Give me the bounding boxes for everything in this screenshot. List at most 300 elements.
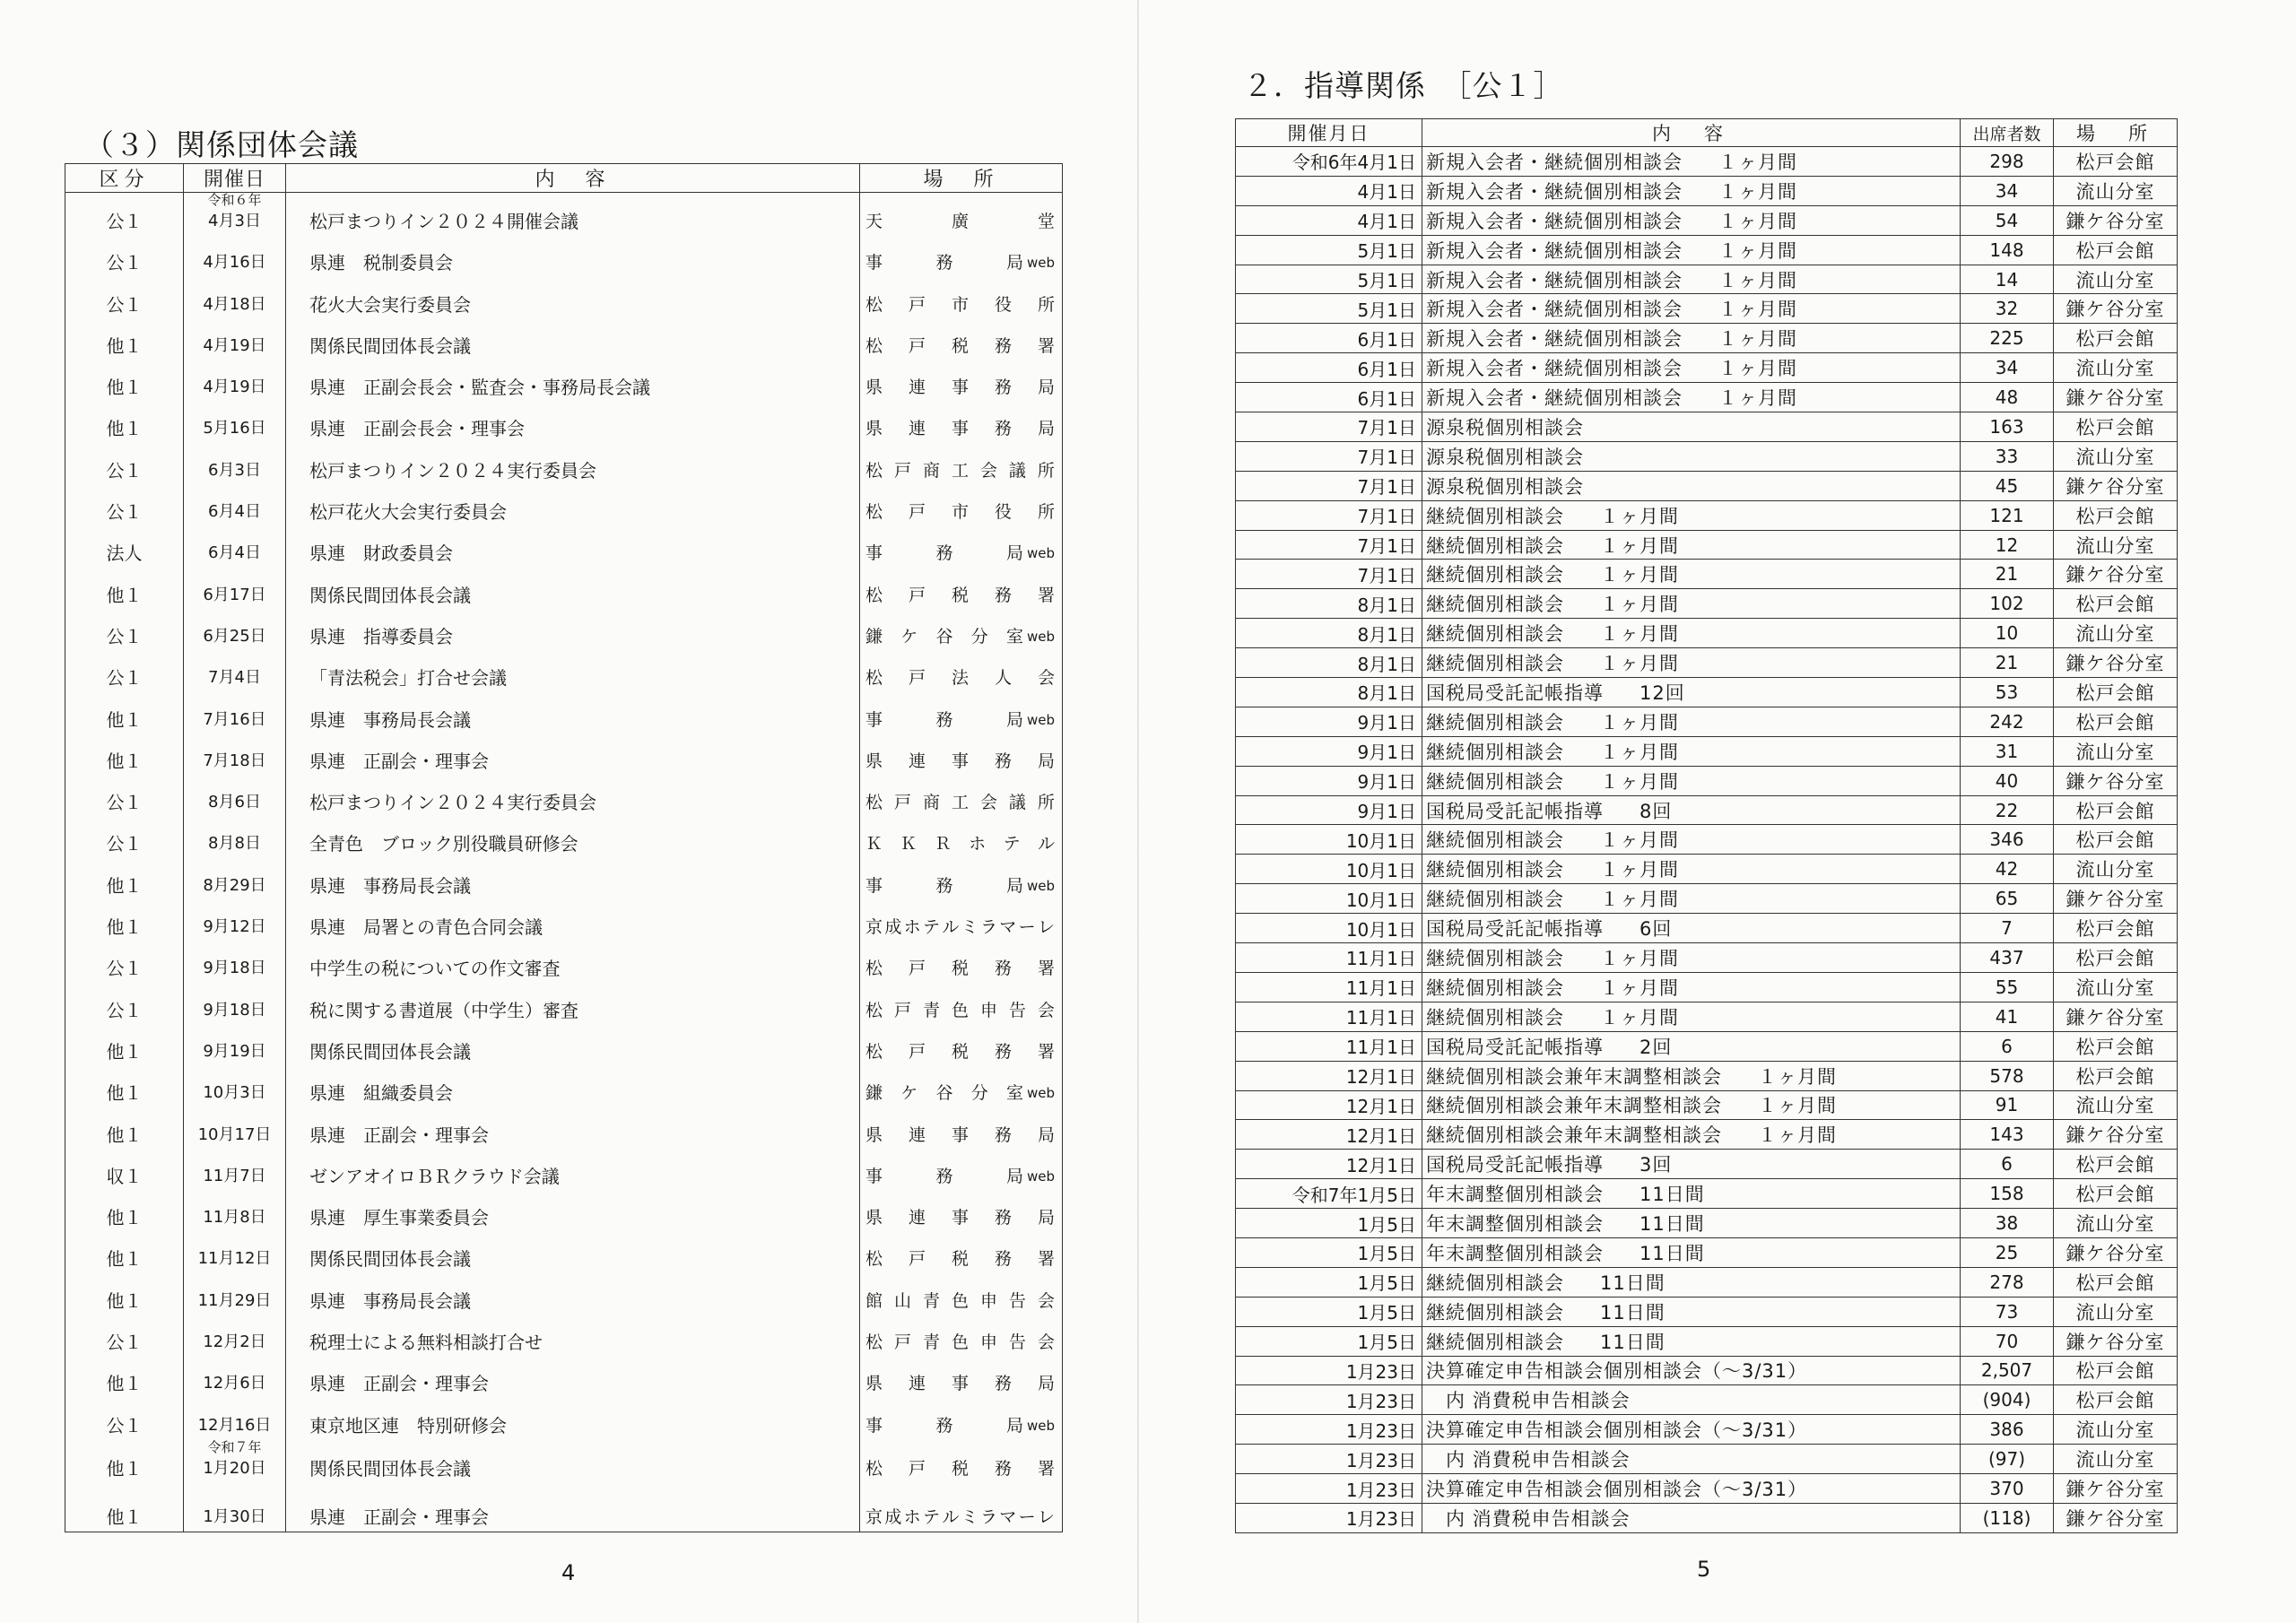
guidance-table bbox=[1235, 118, 2178, 1533]
row-period: １ヶ月間 bbox=[1758, 1095, 1837, 1117]
table-row bbox=[1236, 914, 2178, 943]
row-content-text: 決算確定申告相談会個別相談会（～3/31） bbox=[1426, 1360, 1808, 1383]
row-date: 5月1日 bbox=[1236, 265, 1422, 294]
row-place-web: web bbox=[1026, 1417, 1055, 1434]
row-place: 鎌ケ谷分室 bbox=[2054, 648, 2178, 678]
row-content-text: 継続個別相談会 bbox=[1426, 829, 1564, 852]
row-content: 県連 厚生事業委員会 bbox=[286, 1191, 860, 1232]
row-date-text: 1月30日 bbox=[203, 1506, 266, 1526]
row-date: 12月1日 bbox=[1236, 1090, 1422, 1120]
table-row bbox=[65, 1025, 1063, 1066]
row-content bbox=[1422, 678, 1961, 707]
row-count: 21 bbox=[1961, 648, 2054, 678]
row-place-wrap bbox=[865, 1126, 1055, 1144]
row-period: 12回 bbox=[1639, 681, 1685, 704]
row-place-text: 松 戸 市 役 所 bbox=[865, 294, 1055, 315]
row-count: (97) bbox=[1961, 1445, 2054, 1474]
table-row bbox=[1236, 235, 2178, 265]
row-kubun: 他１ bbox=[65, 1232, 184, 1273]
row-place bbox=[860, 1483, 1063, 1532]
table-row bbox=[1236, 1503, 2178, 1532]
row-content-text: 継続個別相談会 bbox=[1426, 741, 1564, 763]
row-place-wrap bbox=[865, 877, 1055, 895]
row-content-text: 継続個別相談会 bbox=[1426, 534, 1564, 557]
row-date-text: 6月4日 bbox=[208, 543, 261, 563]
row-content: 県連 事務局長会議 bbox=[286, 1273, 860, 1315]
row-period: 11日間 bbox=[1639, 1184, 1705, 1206]
row-period: １ヶ月間 bbox=[1718, 180, 1797, 203]
row-date: 7月1日 bbox=[1236, 471, 1422, 500]
row-date bbox=[184, 319, 286, 360]
header-content: 内 容 bbox=[1422, 119, 1961, 147]
row-place bbox=[860, 1066, 1063, 1107]
row-date-text: 9月12日 bbox=[203, 917, 266, 937]
row-place bbox=[860, 942, 1063, 983]
row-place: 鎌ケ谷分室 bbox=[2054, 884, 2178, 914]
row-place-text: 松 戸 商 工 会 議 所 bbox=[865, 793, 1055, 813]
page-number-right: 5 bbox=[1697, 1557, 1711, 1582]
row-place: 松戸会館 bbox=[2054, 235, 2178, 265]
row-place: 流山分室 bbox=[2054, 1415, 2178, 1445]
row-place: 松戸会館 bbox=[2054, 589, 2178, 619]
row-kubun: 公１ bbox=[65, 485, 184, 526]
row-place-wrap bbox=[865, 628, 1055, 646]
row-place-wrap bbox=[865, 752, 1055, 770]
row-kubun: 公１ bbox=[65, 1398, 184, 1439]
row-place bbox=[860, 983, 1063, 1024]
table-row bbox=[1236, 678, 2178, 707]
table-row bbox=[1236, 972, 2178, 1002]
row-place: 松戸会館 bbox=[2054, 1031, 2178, 1061]
table-row bbox=[65, 1315, 1063, 1357]
row-date-text: 11月7日 bbox=[203, 1166, 266, 1185]
table-row bbox=[65, 1232, 1063, 1273]
row-count: 6 bbox=[1961, 1150, 2054, 1179]
row-content-text: 源泉税個別相談会 bbox=[1426, 446, 1584, 468]
row-kubun: 公１ bbox=[65, 1315, 184, 1357]
row-content bbox=[1422, 1415, 1961, 1445]
row-count: 386 bbox=[1961, 1415, 2054, 1445]
row-place-text: 松 戸 税 務 署 bbox=[865, 335, 1055, 356]
row-place: 流山分室 bbox=[2054, 353, 2178, 383]
row-period: 11日間 bbox=[1639, 1213, 1705, 1235]
table-row bbox=[65, 983, 1063, 1024]
row-content bbox=[1422, 147, 1961, 177]
row-count: 33 bbox=[1961, 441, 2054, 471]
row-place-text: 松 戸 税 務 署 bbox=[865, 585, 1055, 605]
row-period: １ヶ月間 bbox=[1600, 564, 1679, 586]
row-date-text: 12月2日 bbox=[203, 1332, 266, 1352]
table-row bbox=[1236, 324, 2178, 353]
row-content: 県連 事務局長会議 bbox=[286, 692, 860, 733]
row-place bbox=[860, 1398, 1063, 1439]
row-count: 25 bbox=[1961, 1237, 2054, 1267]
row-place: 流山分室 bbox=[2054, 855, 2178, 884]
row-date bbox=[184, 193, 286, 237]
row-content bbox=[1422, 441, 1961, 471]
row-place bbox=[860, 692, 1063, 733]
row-place: 松戸会館 bbox=[2054, 795, 2178, 825]
row-date: 10月1日 bbox=[1236, 855, 1422, 884]
header-place: 場 所 bbox=[860, 164, 1063, 193]
table-row bbox=[1236, 471, 2178, 500]
row-content bbox=[1422, 1090, 1961, 1120]
row-date: 4月1日 bbox=[1236, 205, 1422, 235]
table-row bbox=[65, 858, 1063, 899]
row-period: １ヶ月間 bbox=[1718, 299, 1797, 321]
row-place-text: 事 務 局 bbox=[865, 709, 1023, 730]
row-date bbox=[184, 1483, 286, 1532]
row-place: 松戸会館 bbox=[2054, 1061, 2178, 1090]
row-count: 278 bbox=[1961, 1267, 2054, 1297]
related-meetings-table bbox=[65, 163, 1063, 1532]
row-content-text: 新規入会者・継続個別相談会 bbox=[1426, 358, 1683, 380]
row-date bbox=[184, 1273, 286, 1315]
table-row bbox=[1236, 500, 2178, 530]
row-count: 73 bbox=[1961, 1297, 2054, 1326]
row-place-text: 事 務 局 bbox=[865, 875, 1023, 896]
table-row bbox=[1236, 589, 2178, 619]
row-content bbox=[1422, 294, 1961, 324]
row-date-text: 8月29日 bbox=[203, 875, 266, 895]
row-content bbox=[1422, 1503, 1961, 1532]
row-content bbox=[1422, 353, 1961, 383]
row-date: 12月1日 bbox=[1236, 1120, 1422, 1150]
row-count: 12 bbox=[1961, 530, 2054, 560]
row-period: １ヶ月間 bbox=[1758, 1065, 1837, 1088]
row-date bbox=[184, 526, 286, 568]
row-place-wrap bbox=[865, 544, 1055, 562]
row-kubun: 他１ bbox=[65, 319, 184, 360]
row-content-text: 年末調整個別相談会 bbox=[1426, 1184, 1604, 1206]
row-content bbox=[1422, 1297, 1961, 1326]
row-content bbox=[1422, 1150, 1961, 1179]
row-content: 全青色 ブロック別役職員研修会 bbox=[286, 817, 860, 858]
row-content-text: 内 消費税申告相談会 bbox=[1426, 1449, 1631, 1471]
row-place: 鎌ケ谷分室 bbox=[2054, 294, 2178, 324]
table-row bbox=[1236, 795, 2178, 825]
row-date-text: 9月18日 bbox=[203, 1000, 266, 1020]
row-place: 松戸会館 bbox=[2054, 914, 2178, 943]
row-content-text: 継続個別相談会 bbox=[1426, 1301, 1564, 1324]
table-row bbox=[1236, 619, 2178, 648]
table-row bbox=[65, 319, 1063, 360]
row-date-text: 8月6日 bbox=[208, 793, 261, 812]
row-content bbox=[1422, 619, 1961, 648]
table-row bbox=[65, 1398, 1063, 1439]
table-row bbox=[1236, 707, 2178, 736]
row-content bbox=[1422, 736, 1961, 766]
row-kubun: 公１ bbox=[65, 942, 184, 983]
row-place-wrap bbox=[865, 711, 1055, 729]
row-place: 流山分室 bbox=[2054, 1445, 2178, 1474]
row-place-text: 松 戸 商 工 会 議 所 bbox=[865, 460, 1055, 481]
row-content-text: 新規入会者・継続個別相談会 bbox=[1426, 239, 1683, 262]
row-content-text: 継続個別相談会 bbox=[1426, 859, 1564, 881]
row-place-wrap bbox=[865, 1417, 1055, 1435]
row-date bbox=[184, 1357, 286, 1398]
row-count: 22 bbox=[1961, 795, 2054, 825]
row-content-text: 継続個別相談会 bbox=[1426, 505, 1564, 527]
row-count: 121 bbox=[1961, 500, 2054, 530]
row-content-text: 継続個別相談会兼年末調整相談会 bbox=[1426, 1095, 1722, 1117]
row-count: 2,507 bbox=[1961, 1356, 2054, 1385]
row-content bbox=[1422, 1267, 1961, 1297]
row-content bbox=[1422, 471, 1961, 500]
table-row bbox=[1236, 1209, 2178, 1238]
row-period: １ヶ月間 bbox=[1758, 1124, 1837, 1147]
row-place bbox=[860, 1232, 1063, 1273]
row-content-text: 決算確定申告相談会個別相談会（～3/31） bbox=[1426, 1419, 1808, 1442]
row-place-wrap bbox=[865, 296, 1055, 314]
row-date bbox=[184, 1025, 286, 1066]
row-count: 346 bbox=[1961, 825, 2054, 855]
table-row bbox=[1236, 205, 2178, 235]
row-date-text: 6月17日 bbox=[203, 585, 266, 604]
row-date: 1月23日 bbox=[1236, 1474, 1422, 1504]
row-place bbox=[860, 360, 1063, 402]
row-place-wrap bbox=[865, 1002, 1055, 1020]
row-place: 松戸会館 bbox=[2054, 412, 2178, 442]
row-content-text: 新規入会者・継続個別相談会 bbox=[1426, 151, 1683, 173]
row-content-text: 継続個別相談会 bbox=[1426, 623, 1564, 646]
row-content bbox=[1422, 412, 1961, 442]
row-place: 鎌ケ谷分室 bbox=[2054, 1503, 2178, 1532]
row-content-text: 国税局受託記帳指導 bbox=[1426, 918, 1604, 941]
row-content bbox=[1422, 1031, 1961, 1061]
row-place-wrap bbox=[865, 835, 1055, 853]
row-place bbox=[860, 236, 1063, 277]
table-row bbox=[1236, 1120, 2178, 1150]
row-content bbox=[1422, 1002, 1961, 1031]
row-content-text: 新規入会者・継続個別相談会 bbox=[1426, 210, 1683, 232]
table-row bbox=[1236, 560, 2178, 589]
row-period: １ヶ月間 bbox=[1600, 976, 1679, 999]
row-period: １ヶ月間 bbox=[1718, 387, 1797, 410]
row-date-text: 4月19日 bbox=[203, 335, 266, 355]
row-place-web: web bbox=[1026, 1085, 1055, 1102]
row-date: 9月1日 bbox=[1236, 707, 1422, 736]
row-place bbox=[860, 610, 1063, 651]
row-date: 1月5日 bbox=[1236, 1267, 1422, 1297]
row-place-text: 県 連 事 務 局 bbox=[865, 378, 1055, 398]
row-period: １ヶ月間 bbox=[1600, 711, 1679, 733]
row-count: 225 bbox=[1961, 324, 2054, 353]
row-place-wrap bbox=[865, 337, 1055, 355]
row-date bbox=[184, 610, 286, 651]
row-place bbox=[860, 443, 1063, 484]
row-place bbox=[860, 1440, 1063, 1483]
row-date bbox=[184, 402, 286, 443]
table-row bbox=[65, 402, 1063, 443]
row-date: 7月1日 bbox=[1236, 441, 1422, 471]
row-kubun: 他１ bbox=[65, 858, 184, 899]
row-period: １ヶ月間 bbox=[1600, 859, 1679, 881]
header-date: 開催月日 bbox=[1236, 119, 1422, 147]
row-period: １ヶ月間 bbox=[1600, 741, 1679, 763]
row-place-text: 天 廣 堂 bbox=[865, 212, 1055, 231]
row-place-text: 鎌 ケ 谷 分 室 bbox=[865, 1083, 1023, 1104]
row-date: 10月1日 bbox=[1236, 884, 1422, 914]
row-date: 7月1日 bbox=[1236, 530, 1422, 560]
row-place: 鎌ケ谷分室 bbox=[2054, 1237, 2178, 1267]
row-count: 242 bbox=[1961, 707, 2054, 736]
row-content: 県連 正副会長会・理事会 bbox=[286, 402, 860, 443]
row-date bbox=[184, 485, 286, 526]
row-content: 中学生の税についての作文審査 bbox=[286, 942, 860, 983]
table-row bbox=[1236, 943, 2178, 973]
row-place-web: web bbox=[1026, 1167, 1055, 1185]
row-content bbox=[1422, 265, 1961, 294]
row-period: 11日間 bbox=[1600, 1301, 1665, 1324]
row-period: １ヶ月間 bbox=[1718, 151, 1797, 173]
row-place-wrap bbox=[865, 420, 1055, 438]
row-date-text: 5月16日 bbox=[203, 419, 266, 438]
row-date-text: 4月3日 bbox=[208, 212, 261, 230]
row-content-text: 国税局受託記帳指導 bbox=[1426, 800, 1604, 822]
row-content: 県連 税制委員会 bbox=[286, 236, 860, 277]
row-place-wrap bbox=[865, 1375, 1055, 1393]
row-place bbox=[860, 1273, 1063, 1315]
row-kubun: 他１ bbox=[65, 402, 184, 443]
row-date bbox=[184, 817, 286, 858]
header-date: 開催日 bbox=[184, 164, 286, 193]
table-row bbox=[1236, 855, 2178, 884]
row-place-wrap bbox=[865, 503, 1055, 521]
table-row bbox=[65, 1440, 1063, 1483]
row-period: １ヶ月間 bbox=[1600, 829, 1679, 852]
row-place-text: 松 戸 市 役 所 bbox=[865, 502, 1055, 523]
row-date: 10月1日 bbox=[1236, 825, 1422, 855]
row-content bbox=[1422, 176, 1961, 205]
row-place-wrap bbox=[865, 669, 1055, 687]
row-place-text: 松 戸 税 務 署 bbox=[865, 959, 1055, 979]
row-date bbox=[184, 1232, 286, 1273]
row-period: １ヶ月間 bbox=[1718, 239, 1797, 262]
row-kubun: 公１ bbox=[65, 236, 184, 277]
row-kubun: 他１ bbox=[65, 692, 184, 733]
row-date-text: 12月6日 bbox=[203, 1374, 266, 1393]
table-row bbox=[65, 277, 1063, 318]
row-date: 7月1日 bbox=[1236, 500, 1422, 530]
row-date: 8月1日 bbox=[1236, 619, 1422, 648]
row-place-wrap bbox=[865, 1292, 1055, 1310]
row-era: 令和６年 bbox=[207, 192, 262, 208]
row-count: 6 bbox=[1961, 1031, 2054, 1061]
row-place bbox=[860, 1150, 1063, 1191]
row-date: 9月1日 bbox=[1236, 795, 1422, 825]
row-place: 流山分室 bbox=[2054, 441, 2178, 471]
row-date bbox=[184, 277, 286, 318]
row-kubun: 他１ bbox=[65, 1191, 184, 1232]
row-count: 14 bbox=[1961, 265, 2054, 294]
row-period: １ヶ月間 bbox=[1600, 770, 1679, 793]
row-period: １ヶ月間 bbox=[1600, 534, 1679, 557]
row-count: 578 bbox=[1961, 1061, 2054, 1090]
row-period: １ヶ月間 bbox=[1600, 623, 1679, 646]
left-page bbox=[0, 0, 1139, 1623]
row-place-web: web bbox=[1026, 711, 1055, 728]
row-kubun: 公１ bbox=[65, 610, 184, 651]
row-place bbox=[860, 1315, 1063, 1357]
row-place bbox=[860, 776, 1063, 817]
row-content bbox=[1422, 1120, 1961, 1150]
row-date: 5月1日 bbox=[1236, 235, 1422, 265]
table-row bbox=[1236, 412, 2178, 442]
table-row bbox=[65, 610, 1063, 651]
table-row bbox=[1236, 1150, 2178, 1179]
row-content-text: 継続個別相談会 bbox=[1426, 594, 1564, 616]
row-content: 東京地区連 特別研修会 bbox=[286, 1398, 860, 1439]
row-place-wrap bbox=[865, 1508, 1055, 1526]
row-place bbox=[860, 734, 1063, 776]
row-date: 7月1日 bbox=[1236, 560, 1422, 589]
row-content bbox=[1422, 648, 1961, 678]
row-date-text: 4月19日 bbox=[203, 378, 266, 397]
row-place: 鎌ケ谷分室 bbox=[2054, 1326, 2178, 1356]
row-kubun: 他１ bbox=[65, 1357, 184, 1398]
row-place: 鎌ケ谷分室 bbox=[2054, 471, 2178, 500]
table-row bbox=[65, 1191, 1063, 1232]
row-content-text: 継続個別相談会兼年末調整相談会 bbox=[1426, 1124, 1722, 1147]
row-kubun: 他１ bbox=[65, 734, 184, 776]
row-date: 11月1日 bbox=[1236, 1031, 1422, 1061]
table-row bbox=[1236, 1061, 2178, 1090]
row-place-text: 松 戸 法 人 会 bbox=[865, 668, 1055, 689]
row-date: 1月5日 bbox=[1236, 1326, 1422, 1356]
row-date-text: 7月16日 bbox=[203, 709, 266, 729]
row-content-text: 継続個別相談会 bbox=[1426, 653, 1564, 675]
row-date bbox=[184, 568, 286, 609]
row-place: 流山分室 bbox=[2054, 265, 2178, 294]
row-count: 298 bbox=[1961, 147, 2054, 177]
row-place-text: 鎌 ケ 谷 分 室 bbox=[865, 626, 1023, 647]
row-content-text: 継続個別相談会 bbox=[1426, 1271, 1564, 1294]
row-place-web: web bbox=[1026, 545, 1055, 562]
row-date: 6月1日 bbox=[1236, 324, 1422, 353]
row-place: 流山分室 bbox=[2054, 1209, 2178, 1238]
row-place-text: 京 成 ホ テ ル ミ ラ マ ー レ bbox=[865, 917, 1055, 938]
row-content bbox=[1422, 1356, 1961, 1385]
table-row bbox=[1236, 1179, 2178, 1209]
row-content: 県連 正副会・理事会 bbox=[286, 1107, 860, 1149]
row-content: 県連 局署との青色合同会議 bbox=[286, 900, 860, 942]
header-content: 内 容 bbox=[286, 164, 860, 193]
row-date bbox=[184, 1398, 286, 1439]
table-row bbox=[1236, 1267, 2178, 1297]
table-header-row bbox=[65, 164, 1063, 193]
row-kubun: 他１ bbox=[65, 1440, 184, 1483]
table-row bbox=[65, 734, 1063, 776]
row-date: 6月1日 bbox=[1236, 383, 1422, 412]
row-place bbox=[860, 817, 1063, 858]
row-kubun: 他１ bbox=[65, 1273, 184, 1315]
row-date: 11月1日 bbox=[1236, 943, 1422, 973]
row-date: 9月1日 bbox=[1236, 736, 1422, 766]
row-date-text: 6月3日 bbox=[208, 460, 261, 480]
row-place-wrap bbox=[865, 794, 1055, 812]
row-content bbox=[1422, 1445, 1961, 1474]
row-content-text: 源泉税個別相談会 bbox=[1426, 475, 1584, 498]
row-count: 53 bbox=[1961, 678, 2054, 707]
row-kubun: 公１ bbox=[65, 983, 184, 1024]
header-place: 場 所 bbox=[2054, 119, 2178, 147]
table-row bbox=[65, 900, 1063, 942]
row-place-text: 事 務 局 bbox=[865, 1166, 1023, 1186]
row-date bbox=[184, 360, 286, 402]
row-era: 令和７年 bbox=[207, 1439, 262, 1455]
table-row bbox=[1236, 1297, 2178, 1326]
